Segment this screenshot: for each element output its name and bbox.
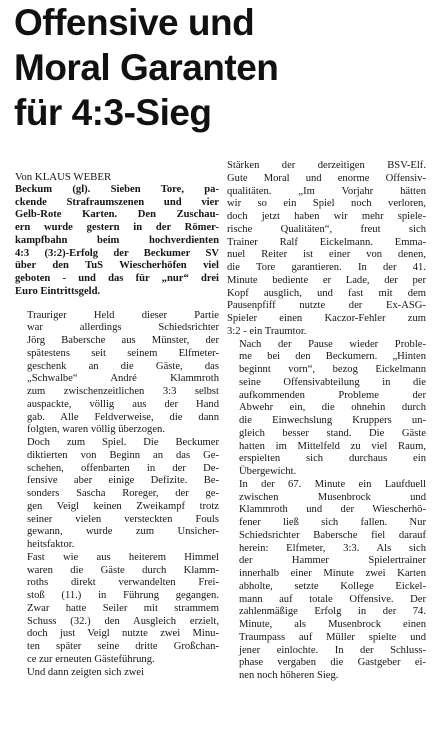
text-line: erspielten sich durchaus ein — [239, 453, 426, 465]
right-column — [227, 160, 426, 683]
text-line: Doch zum Spiel. Die Beckumer — [27, 437, 219, 448]
text-line: Trauriger Held dieser Partie — [27, 309, 219, 321]
text-line: heitsfaktor. — [27, 539, 75, 550]
text-line: gewann, wurde zum Unsicher- — [27, 526, 219, 538]
text-line: ten später seine dritte Großchan- — [27, 641, 219, 652]
text-line: nen noch höheren Sieg. — [239, 670, 339, 681]
text-line: mann auf totale Offensive. Der — [239, 593, 426, 605]
text-line: doch just Veigl nutzte zwei Minu- — [27, 628, 219, 640]
body-paragraph — [15, 552, 219, 667]
text-line: Euro Eintrittsgeld. — [15, 285, 101, 297]
text-line: Stärken der derzeitigen BSV-Elf. — [227, 160, 426, 171]
text-line: Abwehr ein, die ohnehin durch — [239, 402, 426, 414]
text-line: 3:2 - ein Traumtor. — [227, 325, 307, 337]
body-paragraph — [227, 160, 426, 339]
body-paragraph — [227, 479, 426, 683]
headline — [14, 0, 434, 135]
text-line: folgten, waren völlig überzogen. — [27, 424, 165, 436]
text-line: seiner vielen versteckten Fouls — [27, 513, 219, 525]
headline-line: Offensive und — [14, 2, 255, 43]
text-line: diktierten von Beginn an das Ge- — [27, 449, 219, 461]
body-paragraph — [15, 437, 219, 552]
text-line: zwischen Musenbrock und — [239, 491, 426, 503]
text-line: Zwar hatte Seiler mit strammem — [27, 602, 219, 614]
text-line: Schuss (32.) den Ausgleich erzielt, — [27, 615, 219, 627]
text-line: jener einlochte. In der Schluss- — [239, 644, 426, 656]
headline-line: für 4:3-Sieg — [14, 92, 212, 133]
text-line: Gelb-Rote Karten. Den Zuschau- — [15, 209, 219, 221]
text-line: herein: Elfmeter, 3:3. Als sich — [239, 542, 426, 554]
text-line: zahlenmäßige Erfolg in der 74. — [239, 606, 426, 618]
headline-line: Moral Garanten — [14, 47, 279, 88]
text-line: gen Veigl keinen Zweikampf trotz — [27, 500, 219, 512]
lead-paragraph — [15, 184, 219, 299]
text-line: hatten im Mittelfeld zu viel Raum, — [239, 440, 426, 452]
text-line: spätestens seit seinem Elfmeter- — [27, 347, 219, 359]
text-line: Spieler einen Kaczor-Fehler zum — [227, 313, 426, 324]
text-line: innerhalb einer Minute zwei Karten — [239, 568, 426, 579]
text-line: phase vergaben die Gastgeber ei- — [239, 657, 426, 669]
text-line: kampfbahn beim hochverdienten — [15, 234, 219, 246]
text-line: Kopf ausglich, und fast mit dem — [227, 287, 426, 299]
text-line: die Einwechslung Kruppers un- — [239, 415, 426, 426]
text-line: gab. Alle Feldverweise, die dann — [27, 411, 219, 423]
text-line: sonders Sascha Roreger, der ge- — [27, 488, 219, 499]
byline: Von KLAUS WEBER — [15, 171, 112, 183]
text-line: geboten - und das für „nur“ drei — [15, 273, 219, 284]
body-paragraph — [15, 667, 219, 680]
text-line: Gute Moral und enorme Offensiv- — [227, 172, 426, 184]
text-line: waren die Gäste durch Klamm- — [27, 564, 219, 576]
text-line: war allerdings Schiedsrichter — [27, 322, 219, 334]
text-line: wir so ein Spiel noch verloren, — [227, 198, 426, 210]
text-line: Minute, als Musenbrock einen — [239, 619, 426, 630]
text-line: seine Offensivabteilung in die — [239, 376, 426, 388]
body-paragraph — [15, 310, 219, 438]
text-line: zum zwischenzeitlichen 3:3 selbst — [27, 386, 219, 397]
text-line: geschenk an die Gäste, das — [27, 360, 219, 372]
text-line: Beckum (gl). Sieben Tore, pa- — [15, 183, 219, 195]
text-line: ern wurde gestern in der Römer- — [15, 222, 219, 233]
text-line: beginnt vorn“, bezog Eickelmann — [239, 364, 426, 375]
text-line: Traumpass auf Müller spielte und — [239, 631, 426, 643]
text-line: Jörg Babersche aus Münster, der — [27, 335, 219, 346]
text-line: Schiedsrichter Babersche fiel darauf — [239, 529, 426, 541]
text-line: rische Qualitäten“, freut sich — [227, 223, 426, 235]
text-line: Übergewicht. — [239, 466, 297, 477]
text-line: doch jetzt haben wir mehr spiele- — [227, 211, 426, 222]
left-column — [15, 171, 219, 679]
text-line: auspackte, völlig aus der Hand — [27, 398, 219, 410]
text-line: gleich besser stand. Die Gäste — [239, 427, 426, 439]
text-line: Minute bediente er Lade, der per — [227, 274, 426, 286]
text-line: ce zur erneuten Gästeführung. — [27, 653, 155, 665]
text-line: me bei den Beckumern. „Hinten — [239, 351, 426, 363]
text-line: ckende Strafraumszenen und vier — [15, 196, 219, 208]
text-line: die Tore garantieren. In der 41. — [227, 262, 426, 273]
text-line: nuel Reiter ist einer von denen, — [227, 249, 426, 261]
text-line: Nach der Pause wieder Proble- — [239, 338, 426, 350]
text-line: der Hammer Spielertrainer — [239, 555, 426, 567]
text-line: Trainer Ralf Eickelmann. Emma- — [227, 236, 426, 248]
text-line: 4:3 (3:2)-Erfolg der Beckumer SV — [15, 247, 219, 259]
text-line: stoß (11.) in Führung gegangen. — [27, 590, 219, 601]
text-line: über den TuS Wiescherhöfen viel — [15, 260, 219, 272]
text-line: In der 67. Minute ein Laufduell — [239, 478, 426, 490]
text-line: schehen, offenbarten in der De- — [27, 462, 219, 474]
text-line: Fast wie aus heiterem Himmel — [27, 551, 219, 563]
text-line: aufkommenden Probleme der — [239, 389, 426, 401]
text-line: Klammroth und der Wiescherhö- — [239, 504, 426, 516]
text-line: abholte, setzte Kollege Eickel- — [239, 580, 426, 592]
text-line: qualitäten. „Im Vorjahr hätten — [227, 185, 426, 197]
text-line: Und dann zeigten sich zwei — [27, 666, 145, 678]
body-paragraph — [227, 339, 426, 479]
text-line: fensive aber einige Defizite. Be- — [27, 475, 219, 487]
text-line: roths direkt verwandelten Frei- — [27, 577, 219, 589]
text-line: Pausenpfiff nutzte der Ex-ASG- — [227, 300, 426, 312]
text-line: fener ließ sich fallen. Nur — [239, 517, 426, 528]
text-line: „Schwalbe“ André Klammroth — [27, 373, 219, 385]
